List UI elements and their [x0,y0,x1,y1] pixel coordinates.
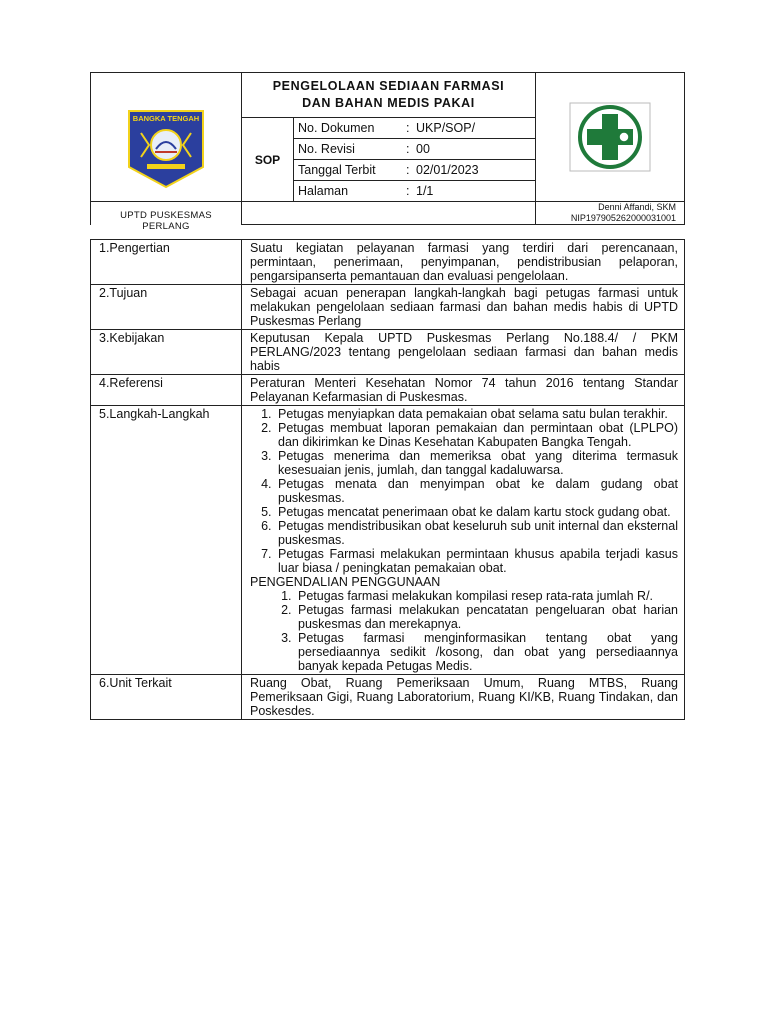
section-steps [91,406,685,675]
unit-name: UPTD PUSKESMAS PERLANG [91,201,241,239]
sop-label: SOP [242,118,294,202]
section-related-units [91,675,685,720]
section-definition [91,240,685,285]
meta-issue-date: Tanggal Terbit : 02/01/2023 [294,160,536,181]
list-item: 6. Petugas mendistribusikan obat keseluruh sub unit internal dan eksternal puskesmas. [275,519,678,547]
list-item: 3. Petugas farmasi menginformasikan tentang obat yang persediaannya sedikit /kosong, dan obat yang persediaannya banyak kepada Petugas Medis. [295,631,678,673]
title-line-1: PENGELOLAAN SEDIAAN FARMASI [272,79,505,93]
list-item: 5. Petugas mencatat penerimaan obat ke dalam kartu stock gudang obat. [275,505,678,519]
section-label: 1.Pengertian [91,240,242,285]
section-text: Ruang Obat, Ruang Pemeriksaan Umum, Ruang MTBS, Ruang Pemeriksaan Gigi, Ruang Laboratorium, Ruang KI/KB, Ruang Tindakan, dan Poskesdes. [242,675,685,720]
steps-list [250,407,678,575]
section-purpose [91,285,685,330]
section-label: 2.Tujuan [91,285,242,330]
list-item: 2. Petugas membuat laporan pemakaian dan permintaan obat (LPLPO) dan dikirimkan ke Dinas Kesehatan Kabupaten Bangka Tengah. [275,421,678,449]
document-title [242,73,536,118]
section-text: Peraturan Menteri Kesehatan Nomor 74 tahun 2016 tentang Standar Pelayanan Kefarmasian di Puskesmas. [242,375,685,406]
usage-control-heading: PENGENDALIAN PENGGUNAAN [250,575,441,589]
list-item: 1. Petugas farmasi melakukan kompilasi resep rata-rata jumlah R/. [295,589,678,603]
section-text: Sebagai acuan penerapan langkah-langkah bagi petugas farmasi untuk melakukan pengelolaan sediaan farmasi dan bahan medis habis di UPTD Puskesmas Perlang [242,285,685,330]
list-item: 3. Petugas menerima dan memeriksa obat yang diterima termasuk kesesuaian jenis, jumlah, dan tanggal kadaluwarsa. [275,449,678,477]
usage-control-list [250,589,678,673]
section-label: 4.Referensi [91,375,242,406]
signer-name: Denni Affandi, SKM [598,202,676,212]
crest-banner-text: BANGKA TENGAH [132,113,200,123]
meta-revision: No. Revisi : 00 [294,139,536,160]
section-label: 5.Langkah-Langkah [91,406,242,675]
signer-nip: NIP197905262000031001 [570,213,676,223]
signer-block [536,202,685,225]
list-item: 1. Petugas menyiapkan data pemakaian obat selama satu bulan terakhir. [275,407,678,421]
puskesmas-logo-cell [536,73,685,202]
regency-crest-icon [127,109,205,189]
meta-page: Halaman : 1/1 [294,181,536,202]
section-text: Suatu kegiatan pelayanan farmasi yang terdiri dari perencanaan, permintaan, penerimaan, penyimpanan, pendistribusian pelaporan, pengarsipanserta pemantauan dan evaluasi pengelolaan. [242,240,685,285]
section-policy [91,330,685,375]
puskesmas-cross-icon [569,102,651,172]
title-line-2: DAN BAHAN MEDIS PAKAI [302,96,475,110]
signature-space [242,202,536,225]
meta-document-number: No. Dokumen : UKP/SOP/ [294,118,536,139]
list-item: 7. Petugas Farmasi melakukan permintaan khusus apabila terjadi kasus luar biasa / peningkatan pemakaian obat. [275,547,678,575]
list-item: 4. Petugas menata dan menyimpan obat ke dalam gudang obat puskesmas. [275,477,678,505]
steps-cell [242,406,685,675]
section-reference [91,375,685,406]
section-text: Keputusan Kepala UPTD Puskesmas Perlang No.188.4/ / PKM PERLANG/2023 tentang pengelolaan sediaan farmasi dan bahan medis habis [242,330,685,375]
sop-content-table [90,239,685,720]
list-item: 2. Petugas farmasi melakukan pencatatan pengeluaran obat harian puskesmas dan merekapnya. [295,603,678,631]
section-label: 6.Unit Terkait [91,675,242,720]
section-label: 3.Kebijakan [91,330,242,375]
